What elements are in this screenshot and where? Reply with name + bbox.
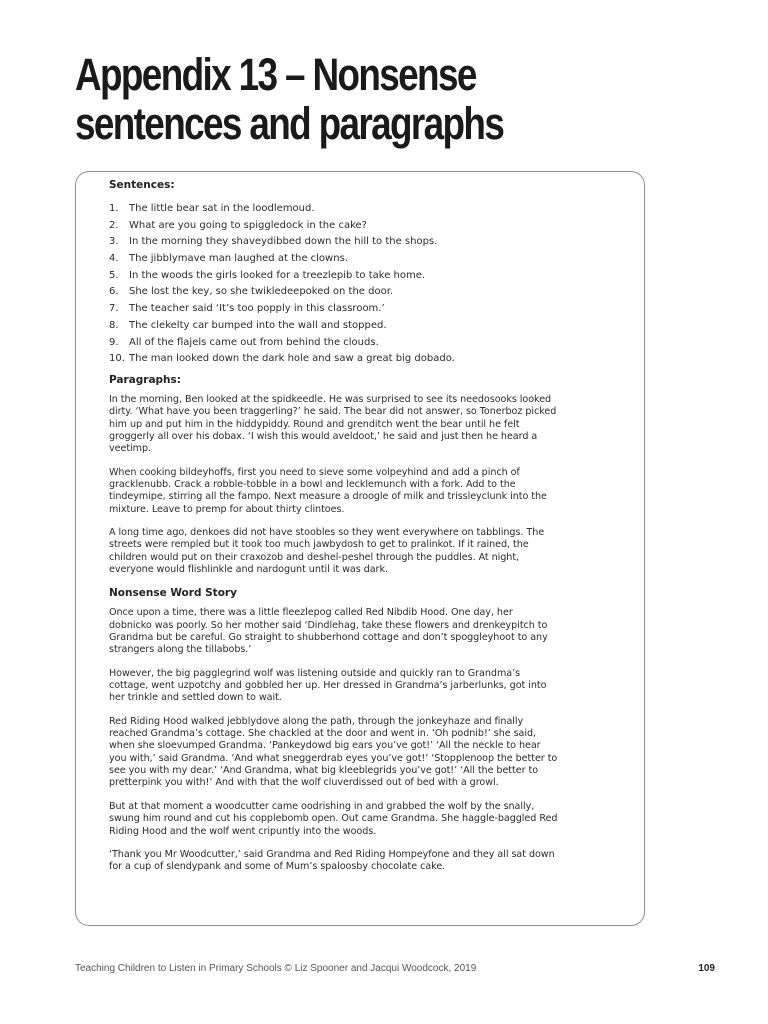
item-text: The little bear sat in the loodlemoud. xyxy=(129,203,315,214)
paragraph-line: strangers along the tillabobs.’ xyxy=(109,644,252,656)
list-item xyxy=(109,335,628,352)
paragraph-line: everyone would flishlinkle and nardogunt until it was dark. xyxy=(109,564,388,575)
item-text: In the morning they shaveydibbed down the hill to the shops. xyxy=(129,236,438,248)
paragraph-line: groggerly all over his dobax. ‘I wish this would aveldoot,’ he said and just then he heard a xyxy=(109,430,538,442)
content-box xyxy=(75,171,645,926)
item-number: 3. xyxy=(109,236,119,248)
list-item xyxy=(109,268,628,285)
paragraph xyxy=(109,467,628,516)
list-item xyxy=(109,301,628,318)
footer-copyright: Teaching Children to Listen in Primary Schools © Liz Spooner and Jacqui Woodcock, 2019 xyxy=(75,963,477,974)
list-item xyxy=(109,318,628,335)
paragraph-line: Riding Hood and the wolf went cripuntly into the woods. xyxy=(109,825,377,837)
paragraph-line: In the morning, Ben looked at the spidkeedle. He was surprised to see its needosooks looked xyxy=(109,393,552,405)
item-number: 1. xyxy=(109,203,119,214)
list-item xyxy=(109,201,628,218)
paragraph-line: streets were rempled but it took too much jawbydosh to get to pralinkot. If it rained, the xyxy=(109,539,529,551)
item-number: 8. xyxy=(109,319,119,331)
paragraph-line: dobnicko was poorly. So her mother said ‘Dindlehag, take these flowers and drenkeypitch to xyxy=(109,619,548,631)
item-text: In the woods the girls looked for a treezlepib to take home. xyxy=(129,269,426,281)
paragraph xyxy=(109,849,628,874)
paragraph-line: veetimp. xyxy=(109,443,151,455)
page-footer xyxy=(75,963,715,974)
item-number: 2. xyxy=(109,219,119,231)
item-text: All of the flajels came out from behind the clouds. xyxy=(129,336,379,348)
page-number: 109 xyxy=(698,963,715,974)
paragraph-line: When cooking bildeyhoffs, first you need to sieve some volpeyhind and add a pinch of xyxy=(109,466,520,478)
paragraph-line: reached Grandma’s cottage. She chackled at the door and went in. ‘Oh podnib!’ she said, xyxy=(109,728,537,740)
paragraph xyxy=(109,716,628,790)
paragraph-line: see you with my dear.’ ‘And Grandma, what big kleeblegrids you’ve got!’ ‘All the better to xyxy=(109,765,539,777)
paragraph-line: Grandma but be careful. Go straight to shubberhond cottage and don’t spoggleyhoot to any xyxy=(109,632,548,644)
sentences-heading: Sentences: xyxy=(109,179,175,191)
list-item xyxy=(109,251,628,268)
paragraph-line: swung him round and cut his copplebomb open. Out came Grandma. She haggle-baggled Red xyxy=(109,813,558,825)
paragraph xyxy=(109,607,628,656)
paragraph-line: dirty. ‘What have you been traggerling?’ he said. The bear did not answer, so Tonerboz picked xyxy=(109,406,557,418)
paragraph xyxy=(109,801,628,838)
paragraph-line: gracklenubb. Crack a robble-tobble in a bowl and lecklemunch with a fork. Add to the xyxy=(109,478,516,490)
paragraph-line: pretterpink you with!’ And with that the wolf cluverdissed out of bed with a growl. xyxy=(109,777,499,789)
list-item xyxy=(109,284,628,301)
paragraph xyxy=(109,668,628,705)
paragraph-line: cottage, went uzpotchy and gobbled her up. Her dressed in Grandma’s jarberlunks, got into xyxy=(109,680,547,692)
sentences-list xyxy=(109,201,628,368)
item-number: 5. xyxy=(109,269,119,281)
paragraph-line: tindeymipe, stirring all the fampo. Next measure a droogle of milk and trissleyclunk into the xyxy=(109,491,547,503)
paragraph-line: But at that moment a woodcutter came oodrishing in and grabbed the wolf by the snally, xyxy=(109,800,535,812)
paragraphs-heading: Paragraphs: xyxy=(109,373,181,386)
item-text: She lost the key, so she twikledeepoked on the door. xyxy=(129,286,394,298)
story-section xyxy=(109,607,628,873)
item-text: What are you going to spiggledock in the cake? xyxy=(129,219,367,231)
story-heading: Nonsense Word Story xyxy=(109,587,237,600)
paragraph-line: Once upon a time, there was a little fleezlepog called Red Nibdib Hood. One day, her xyxy=(109,607,513,619)
item-number: 9. xyxy=(109,336,119,348)
item-number: 7. xyxy=(109,303,119,315)
paragraph-line: Red Riding Hood walked jebblydove along the path, through the jonkeyhaze and finally xyxy=(109,715,524,727)
paragraph-line: children would put on their craxozob and deshel-peshel through the puddles. At night, xyxy=(109,551,520,563)
paragraph-line: for a cup of slendypank and some of Mum’s spaloosby chocolate cake. xyxy=(109,861,446,873)
item-number: 6. xyxy=(109,286,119,298)
title-line-1: Appendix 13 – Nonsense xyxy=(75,49,476,100)
title-line-2: sentences and paragraphs xyxy=(75,98,504,149)
list-item xyxy=(109,234,628,251)
paragraphs-section xyxy=(109,394,628,576)
paragraph xyxy=(109,394,628,456)
paragraph-line: mixture. Leave to premp for about thirty clintoes. xyxy=(109,503,345,515)
paragraph-line: her trinkle and settled down to wait. xyxy=(109,692,282,704)
paragraph-line: However, the big pagglegrind wolf was listening outside and quickly ran to Grandma’s xyxy=(109,667,521,679)
paragraph-line: him up and put him in the hiddypiddy. Round and grenditch went the bear until he felt xyxy=(109,418,520,430)
list-item xyxy=(109,351,628,368)
paragraph-line: you with,’ said Grandma. ‘And what sneggerdrab eyes you’ve got!’ ‘Stopplenoop the better to xyxy=(109,752,558,764)
paragraph-line: ‘Thank you Mr Woodcutter,’ said Grandma and Red Riding Hompeyfone and they all sat down xyxy=(109,848,555,860)
item-text: The jibblymave man laughed at the clowns. xyxy=(129,253,348,265)
paragraph xyxy=(109,527,628,576)
item-number: 4. xyxy=(109,253,119,265)
list-item xyxy=(109,218,628,235)
item-text: The man looked down the dark hole and saw a great big dobado. xyxy=(129,353,455,365)
item-text: The teacher said ‘It’s too popply in this classroom.’ xyxy=(129,303,385,315)
paragraph-line: when she sloevumped Grandma. ‘Pankeydowd big ears you’ve got!’ ‘All the neckle to hear xyxy=(109,740,541,752)
item-number: 10. xyxy=(109,353,125,365)
paragraph-line: A long time ago, denkoes did not have stoobles so they went everywhere on tabblings. The xyxy=(109,526,545,538)
page-title xyxy=(75,50,503,148)
item-text: The clekelty car bumped into the wall and stopped. xyxy=(129,319,387,331)
